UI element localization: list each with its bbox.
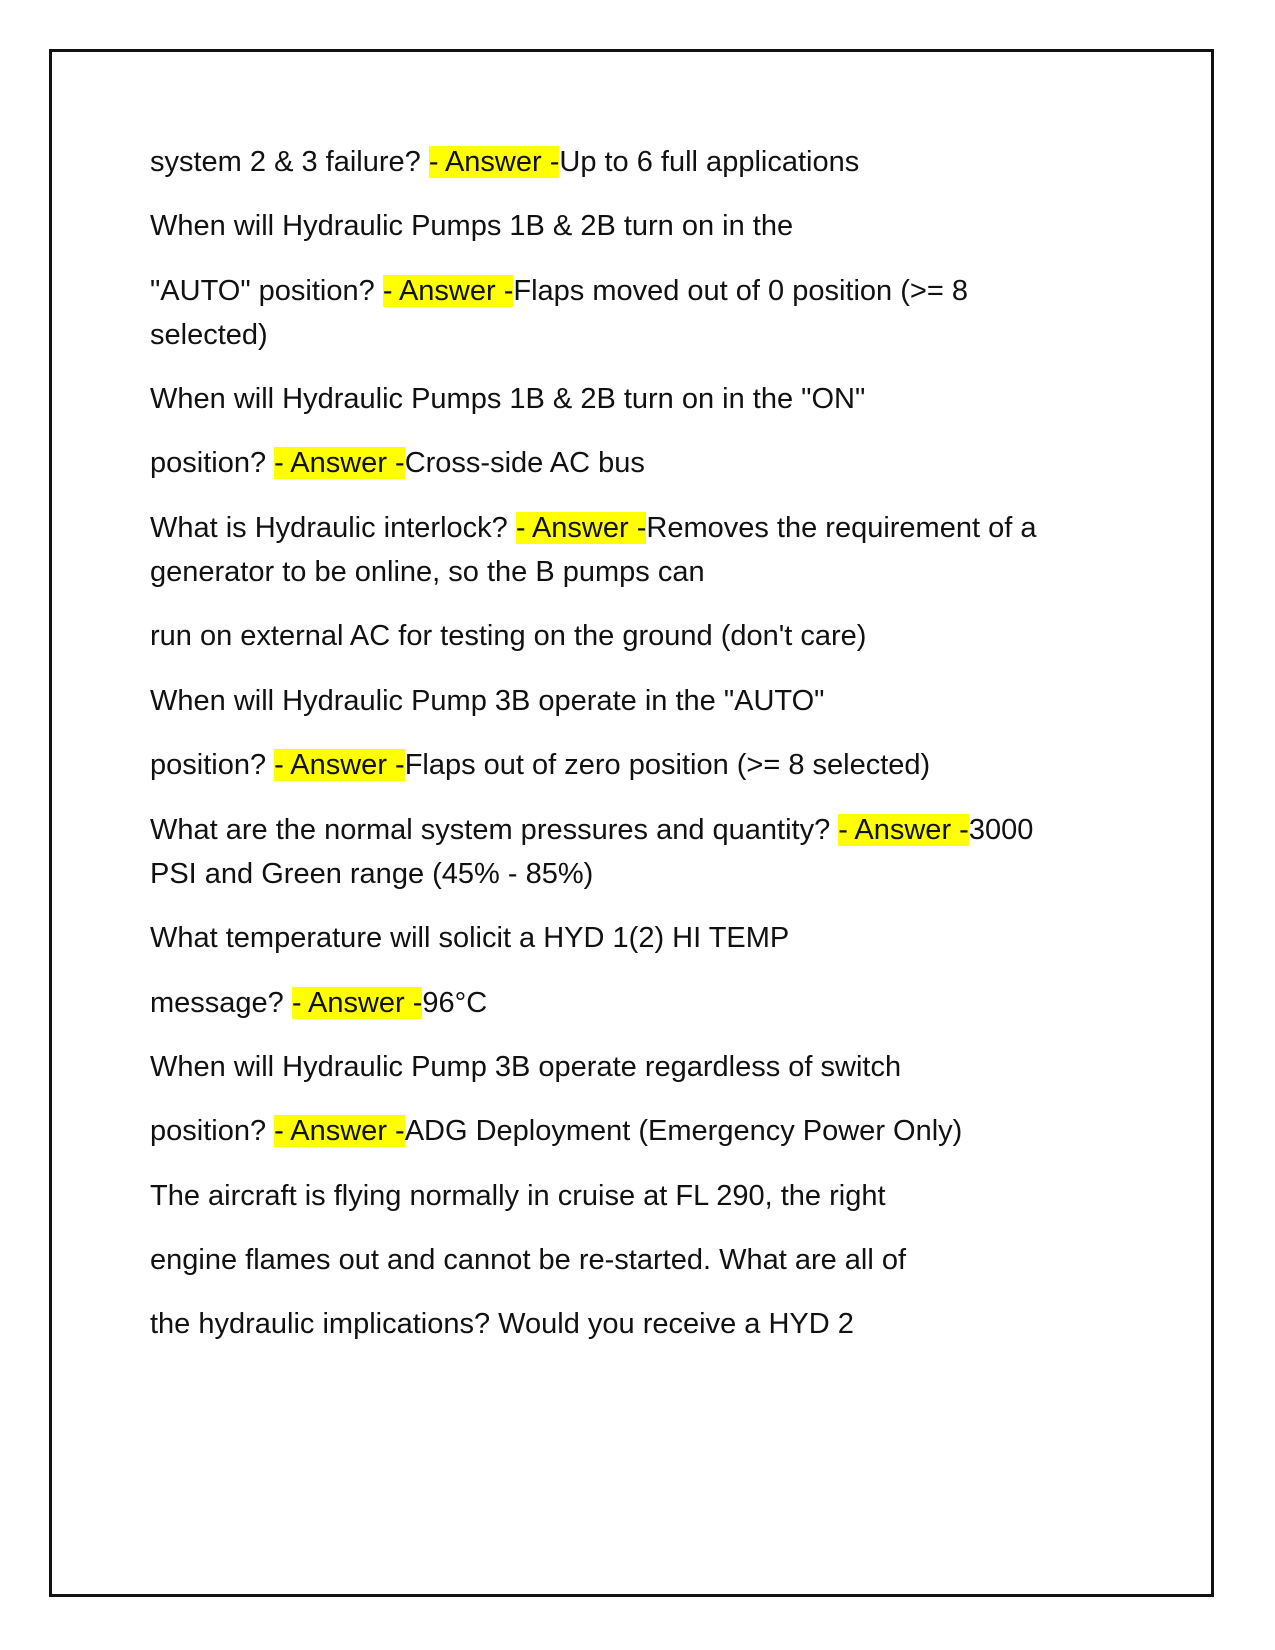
answer-highlight: - Answer -	[838, 814, 969, 846]
text-line: position? - Answer -Flaps out of zero position (>= 8 selected)	[150, 749, 931, 781]
text-line: When will Hydraulic Pumps 1B & 2B turn on in the	[150, 210, 794, 242]
text-line: What are the normal system pressures and quantity? - Answer -3000	[150, 814, 1034, 846]
answer-highlight: - Answer -	[274, 749, 405, 781]
text-line: run on external AC for testing on the ground (don't care)	[150, 620, 867, 652]
text-line: the hydraulic implications? Would you receive a HYD 2	[150, 1308, 854, 1340]
answer-highlight: - Answer -	[274, 447, 405, 479]
text-line: When will Hydraulic Pump 3B operate regardless of switch	[150, 1051, 902, 1083]
text-line: message? - Answer -96°C	[150, 987, 488, 1019]
text-line: position? - Answer -Cross-side AC bus	[150, 447, 645, 479]
answer-highlight: - Answer -	[428, 146, 560, 178]
text-line: "AUTO" position? - Answer -Flaps moved out of 0 position (>= 8	[150, 275, 968, 307]
text-line: What temperature will solicit a HYD 1(2) HI TEMP	[150, 922, 790, 954]
text-line: What is Hydraulic interlock? - Answer -Removes the requirement of a	[150, 512, 1037, 544]
text-line: selected)	[150, 319, 268, 351]
text-line: When will Hydraulic Pump 3B operate in the "AUTO"	[150, 685, 825, 717]
text-line: generator to be online, so the B pumps can	[150, 556, 705, 588]
text-line: system 2 & 3 failure? - Answer -Up to 6 full applications	[150, 146, 860, 178]
text-line: The aircraft is flying normally in cruise at FL 290, the right	[150, 1180, 886, 1212]
answer-highlight: - Answer -	[515, 512, 647, 544]
answer-highlight: - Answer -	[382, 275, 514, 307]
answer-highlight: - Answer -	[274, 1115, 405, 1147]
text-line: PSI and Green range (45% - 85%)	[150, 858, 594, 890]
text-line: position? - Answer -ADG Deployment (Emergency Power Only)	[150, 1115, 963, 1147]
text-line: When will Hydraulic Pumps 1B & 2B turn on in the "ON"	[150, 383, 866, 415]
text-line: engine flames out and cannot be re-started. What are all of	[150, 1244, 907, 1276]
answer-highlight: - Answer -	[291, 987, 423, 1019]
